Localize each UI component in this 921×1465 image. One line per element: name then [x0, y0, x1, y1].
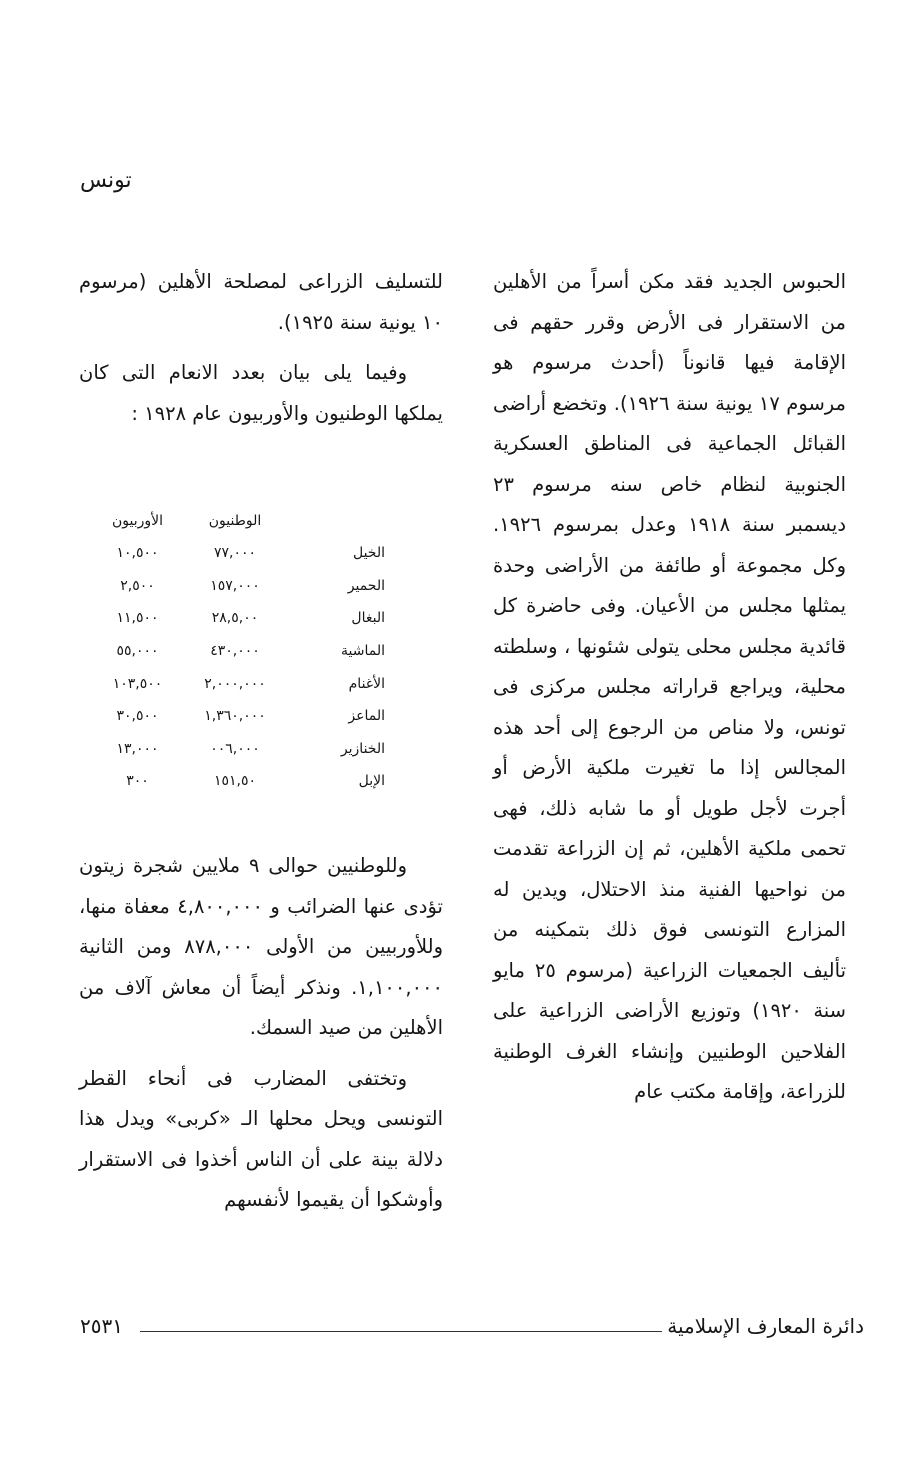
- table-row: [95, 537, 385, 570]
- livestock-table: [95, 505, 385, 798]
- natives-count: ٤٣٠,٠٠٠: [210, 643, 260, 660]
- paragraph: وللوطنيين حوالى ٩ ملايين شجرة زيتون تؤدى عنها الضرائب و ٤,٨٠٠,٠٠٠ معفاة منها، وللأوربيين من الأولى ٨٧٨,٠٠٠ ومن الثانية ١,١٠٠,٠٠٠. ونذكر أيضاً أن معاش آلاف من الأهلين من صيد السمك.: [79, 854, 443, 1039]
- page-number: ٢٥٣١: [80, 1314, 123, 1338]
- paragraph: الحبوس الجديد فقد مكن أسراً من الأهلين من الاستقرار فى الأرض وقرر حقهم فى الإقامة فيها قانوناً (أحدث مرسوم هو مرسوم ١٧ يونية سنة ١٩٢٦). وتخضع أراضى القبائل الجماعية فى المناطق العسكرية الجنوبية لنظام خاص سنه مرسوم ٢٣ ديسمبر سنة ١٩١٨ وعدل بمرسوم ١٩٢٦. وكل مجموعة أو طائفة من الأراضى وحدة يمثلها مجلس من الأعيان. وفى حاضرة كل قائدية مجلس محلى يتولى شئونها ، وسلطته محلية، ويراجع قراراته مجلس مركزى فى تونس، ولا مناص من الرجوع إلى أحد هذه المجالس إذا ما تغيرت ملكية الأرض أو أجرت لأجل طويل أو ما شابه ذلك، فهى تحمى ملكية الأهلين، ثم إن الزراعة تقدمت من نواحيها الفنية منذ الاحتلال، ويدين له المزارع التونسى فوق ذلك بتمكينه من تأليف الجمعيات الزراعية (مرسوم ٢٥ مايو سنة ١٩٢٠) وتوزيع الأراضى الزراعية على الفلاحين الوطنيين وإنشاء الغرف الوطنية للزراعة، وإقامة مكتب عام: [493, 270, 847, 1103]
- table-row: [95, 700, 385, 733]
- natives-count: ١٥١,٥٠: [213, 773, 257, 790]
- animal-name: الماشية: [341, 643, 385, 660]
- europeans-count: ٢,٥٠٠: [120, 577, 155, 594]
- europeans-count: ٥٥,٠٠٠: [116, 643, 159, 660]
- table-row: [95, 765, 385, 798]
- animal-name: الماعز: [348, 708, 385, 725]
- europeans-count: ١١,٥٠٠: [116, 610, 159, 627]
- footer-title: دائرة المعارف الإسلامية: [667, 1314, 864, 1338]
- running-header: تونس: [80, 168, 132, 193]
- natives-count: ٢,٠٠٠,٠٠٠: [204, 675, 266, 692]
- animal-name: الحمير: [347, 577, 385, 594]
- paragraph: وتختفى المضارب فى أنحاء القطر التونسى ويحل محلها الـ «كربى» ويدل هذا دلالة بينة على أن الناس أخذوا فى الاستقرار وأوشكوا أن يقيموا لأنفسهم: [79, 1066, 443, 1211]
- europeans-count: ١٣,٠٠٠: [116, 740, 159, 757]
- animal-name: الخيل: [352, 545, 385, 562]
- europeans-count: ٣٠٠: [126, 773, 149, 790]
- paragraph: للتسليف الزراعى لمصلحة الأهلين (مرسوم ١٠ يونية سنة ١٩٢٥).: [79, 270, 443, 334]
- table-row: [95, 635, 385, 668]
- table-row: [95, 602, 385, 635]
- natives-count: ١٥٧,٠٠٠: [210, 577, 260, 594]
- animal-name: الخنازير: [340, 740, 385, 757]
- right-column: [493, 262, 846, 1113]
- left-column-bottom: [79, 846, 443, 1221]
- table-row: [95, 570, 385, 603]
- animal-name: البغال: [351, 610, 385, 627]
- animal-name: الأغنام: [348, 675, 385, 692]
- europeans-count: ١٠,٥٠٠: [116, 545, 159, 562]
- natives-count: ٢٨,٥,٠٠: [211, 610, 259, 627]
- natives-count: ١,٣٦٠,٠٠٠: [204, 708, 266, 725]
- table-row: [95, 667, 385, 700]
- table-header-blank: [290, 505, 385, 537]
- europeans-count: ١٠٣,٥٠٠: [112, 675, 163, 692]
- europeans-count: ٣٠,٥٠٠: [116, 708, 159, 725]
- animal-name: الإبل: [358, 773, 385, 790]
- footer-rule: [140, 1331, 662, 1332]
- paragraph: وفيما يلى بيان بعدد الانعام التى كان يملكها الوطنيون والأوربيون عام ١٩٢٨ :: [79, 361, 443, 425]
- left-column-top: [79, 262, 443, 434]
- table-header-europeans: الأوربيون: [111, 513, 164, 529]
- natives-count: ٧٧,٠٠٠: [213, 545, 257, 562]
- natives-count: ٠٠٦,٠٠٠: [210, 740, 260, 757]
- table-header-natives: الوطنيون: [208, 513, 262, 529]
- table-header-row: [95, 505, 385, 537]
- table-row: [95, 733, 385, 766]
